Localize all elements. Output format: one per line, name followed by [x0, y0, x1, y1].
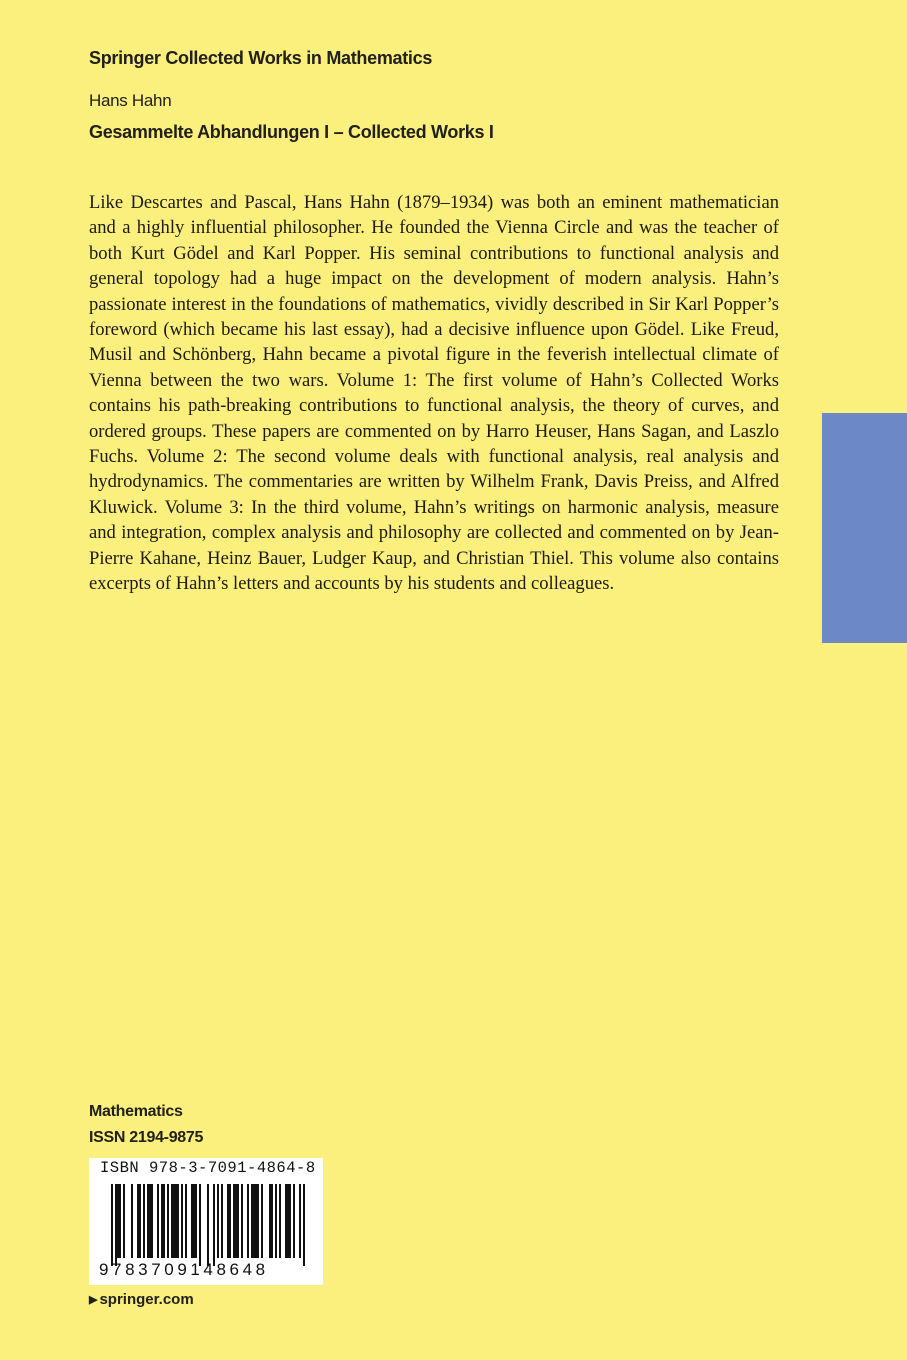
barcode-bar — [167, 1184, 169, 1258]
barcode-bar — [233, 1184, 239, 1258]
barcode-bar — [115, 1184, 117, 1266]
barcode-bar — [261, 1184, 263, 1258]
barcode-bar — [117, 1184, 121, 1258]
color-tab — [822, 413, 907, 643]
barcode-bar — [251, 1184, 259, 1258]
barcode-bar — [161, 1184, 165, 1258]
author-name: Hans Hahn — [89, 91, 172, 110]
barcode-bar — [285, 1184, 291, 1258]
barcode-bar — [123, 1184, 125, 1258]
barcode-bar — [299, 1184, 301, 1258]
barcode-bar — [279, 1184, 281, 1258]
isbn-text: ISBN 978-3-7091-4864-8 — [100, 1159, 316, 1177]
barcode-bar — [143, 1184, 145, 1258]
barcode-bar — [227, 1184, 231, 1258]
barcode-bar — [217, 1184, 219, 1258]
barcode-bar — [213, 1184, 215, 1266]
barcode-bar — [303, 1184, 305, 1266]
barcode-bar — [181, 1184, 183, 1258]
barcode-bar — [293, 1184, 295, 1258]
website-link[interactable] — [89, 1291, 194, 1308]
barcode-bar — [171, 1184, 179, 1258]
barcode-bar — [241, 1184, 243, 1258]
barcode-bar — [131, 1184, 133, 1258]
barcode-digits: 9783709148648 — [99, 1260, 269, 1279]
book-title: Gesammelte Abhandlungen I – Collected Works I — [89, 122, 494, 142]
arrow-icon: ▶ — [89, 1294, 98, 1306]
barcode-bar — [157, 1184, 159, 1258]
website-text: springer.com — [99, 1291, 194, 1308]
issn-label: ISSN 2194-9875 — [89, 1129, 204, 1146]
barcode-bar — [137, 1184, 141, 1258]
description-blurb: Like Descartes and Pascal, Hans Hahn (1879–1934) was both an eminent mathematician and a highly influential philosopher. He founded the Vienna Circle and was the teacher of both Kurt Gödel and Karl Popper. His seminal contributions to functional analysis and general topology had a huge impact on the development of modern analysis. Hahn’s passionate interest in the foundations of mathematics, vividly described in Sir Karl Popper’s foreword (which became his last essay), had a decisive influence upon Gödel. Like Freud, Musil and Schönberg, Hahn became a pivotal figure in the feverish intellectual climate of Vienna between the two wars. Volume 1: The first volume of Hahn’s Collected Works contains his path-breaking contributions to functional analysis, the theory of curves, and ordered groups. These papers are commented on by Harro Heuser, Hans Sagan, and Laszlo Fuchs. Volume 2: The second volume deals with functional analysis, real analysis and hydrodynamics. The commentaries are written by Wilhelm Frank, Davis Preiss, and Alfred Kluwick. Volume 3: In the third volume, Hahn’s writings on harmonic analysis, measure and integration, complex analysis and philosophy are collected and commented on by Jean-Pierre Kahane, Heinz Bauer, Ludger Kaup, and Christian Thiel. This volume also contains excerpts of Hahn’s letters and accounts by his students and colleagues. — [89, 192, 779, 595]
barcode-bar — [191, 1184, 197, 1258]
barcode-bar — [247, 1184, 249, 1258]
series-title: Springer Collected Works in Mathematics — [89, 48, 433, 68]
barcode-bar — [185, 1184, 187, 1258]
barcode-bar — [221, 1184, 223, 1258]
barcode-bar — [147, 1184, 153, 1258]
isbn-barcode — [89, 1158, 323, 1285]
subject-label: Mathematics — [89, 1103, 183, 1120]
barcode-bar — [199, 1184, 201, 1266]
barcode-bar — [275, 1184, 277, 1258]
barcode-bar — [111, 1184, 113, 1266]
barcode-bar — [269, 1184, 273, 1258]
barcode-bar — [207, 1184, 209, 1266]
